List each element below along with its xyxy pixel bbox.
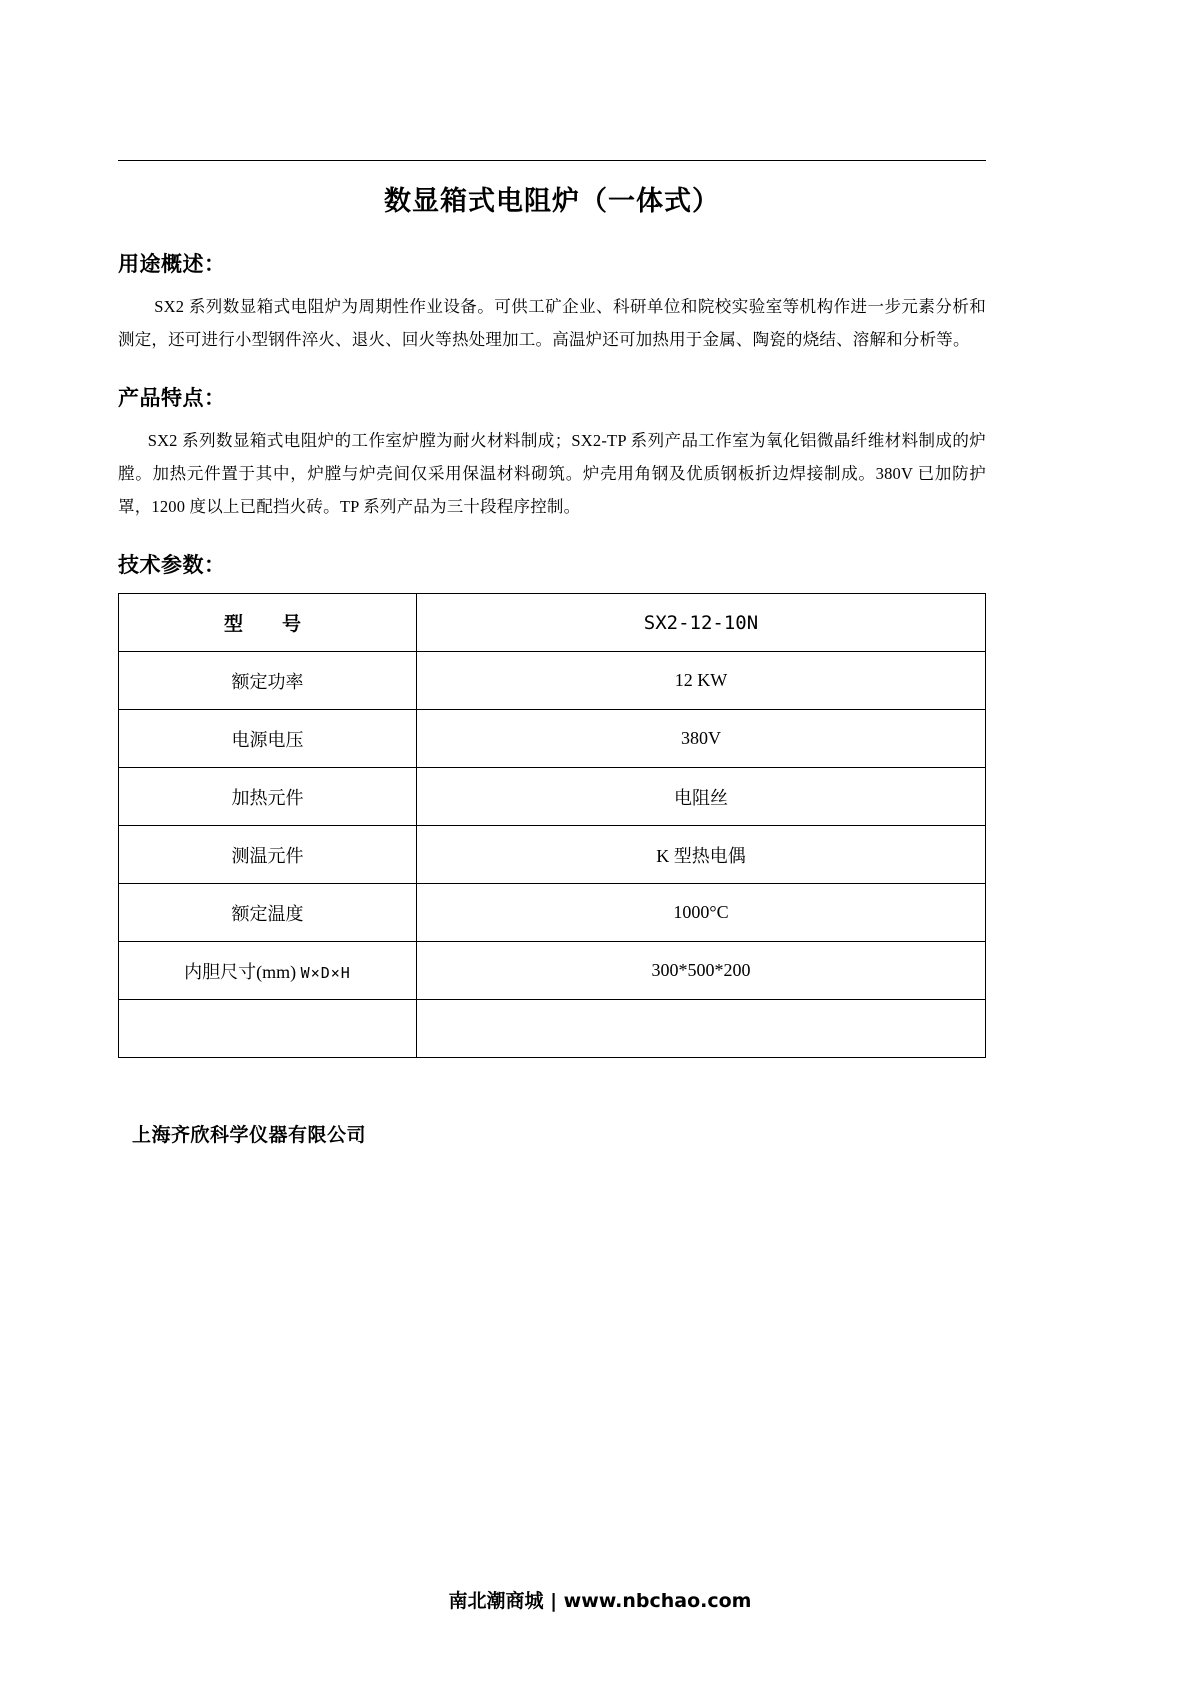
page-footer: 南北潮商城 | www.nbchao.com xyxy=(448,1590,752,1612)
table-row xyxy=(119,594,986,652)
spec-value-heating-element: 电阻丝 xyxy=(417,768,986,826)
section-paragraph-features: SX2 系列数显箱式电阻炉的工作室炉膛为耐火材料制成；SX2-TP 系列产品工作室为氧化铝微晶纤维材料制成的炉膛。加热元件置于其中，炉膛与炉壳间仅采用保温材料砌筑。炉壳用角钢及优质钢板折边焊接制成。380V 已加防护罩，1200 度以上已配挡火砖。TP 系列产品为三十段程序控制。 xyxy=(118,431,986,516)
spec-value-voltage: 380V xyxy=(417,710,986,768)
spec-label-chamber-size-dims: W×D×H xyxy=(300,963,351,982)
spec-table xyxy=(118,593,986,1058)
spec-label-power: 额定功率 xyxy=(119,652,417,710)
table-row xyxy=(119,942,986,1000)
spec-value-chamber-size: 300*500*200 xyxy=(417,942,986,1000)
section-heading-overview: 用途概述： xyxy=(118,252,226,276)
spec-value-empty xyxy=(417,1000,986,1058)
table-row xyxy=(119,1000,986,1058)
spec-value-temp-sensor: K 型热电偶 xyxy=(417,826,986,884)
table-row xyxy=(119,710,986,768)
table-row xyxy=(119,884,986,942)
spec-label-rated-temp: 额定温度 xyxy=(119,884,417,942)
company-name: 上海齐欣科学仪器有限公司 xyxy=(132,1124,367,1146)
section-heading-features: 产品特点： xyxy=(118,386,226,410)
table-row xyxy=(119,768,986,826)
spec-header-label: 型 号 xyxy=(119,594,417,652)
section-heading-specs: 技术参数： xyxy=(118,553,226,577)
document-body xyxy=(118,160,986,1147)
spec-label-empty xyxy=(119,1000,417,1058)
header-divider xyxy=(118,160,986,161)
spec-value-power: 12 KW xyxy=(417,652,986,710)
spec-value-rated-temp: 1000°C xyxy=(417,884,986,942)
spec-label-heating-element: 加热元件 xyxy=(119,768,417,826)
spec-label-voltage: 电源电压 xyxy=(119,710,417,768)
page-title: 数显箱式电阻炉（一体式） xyxy=(384,186,720,217)
section-paragraph-overview: SX2 系列数显箱式电阻炉为周期性作业设备。可供工矿企业、科研单位和院校实验室等机构作进一步元素分析和测定，还可进行小型钢件淬火、退火、回火等热处理加工。高温炉还可加热用于金属、陶瓷的烧结、溶解和分析等。 xyxy=(118,297,986,349)
spec-label-chamber-size xyxy=(119,942,417,1000)
spec-label-temp-sensor: 测温元件 xyxy=(119,826,417,884)
spec-header-value: SX2-12-10N xyxy=(417,594,986,652)
spec-label-chamber-size-text: 内胆尺寸(mm) xyxy=(184,961,297,982)
table-row xyxy=(119,826,986,884)
table-row xyxy=(119,652,986,710)
